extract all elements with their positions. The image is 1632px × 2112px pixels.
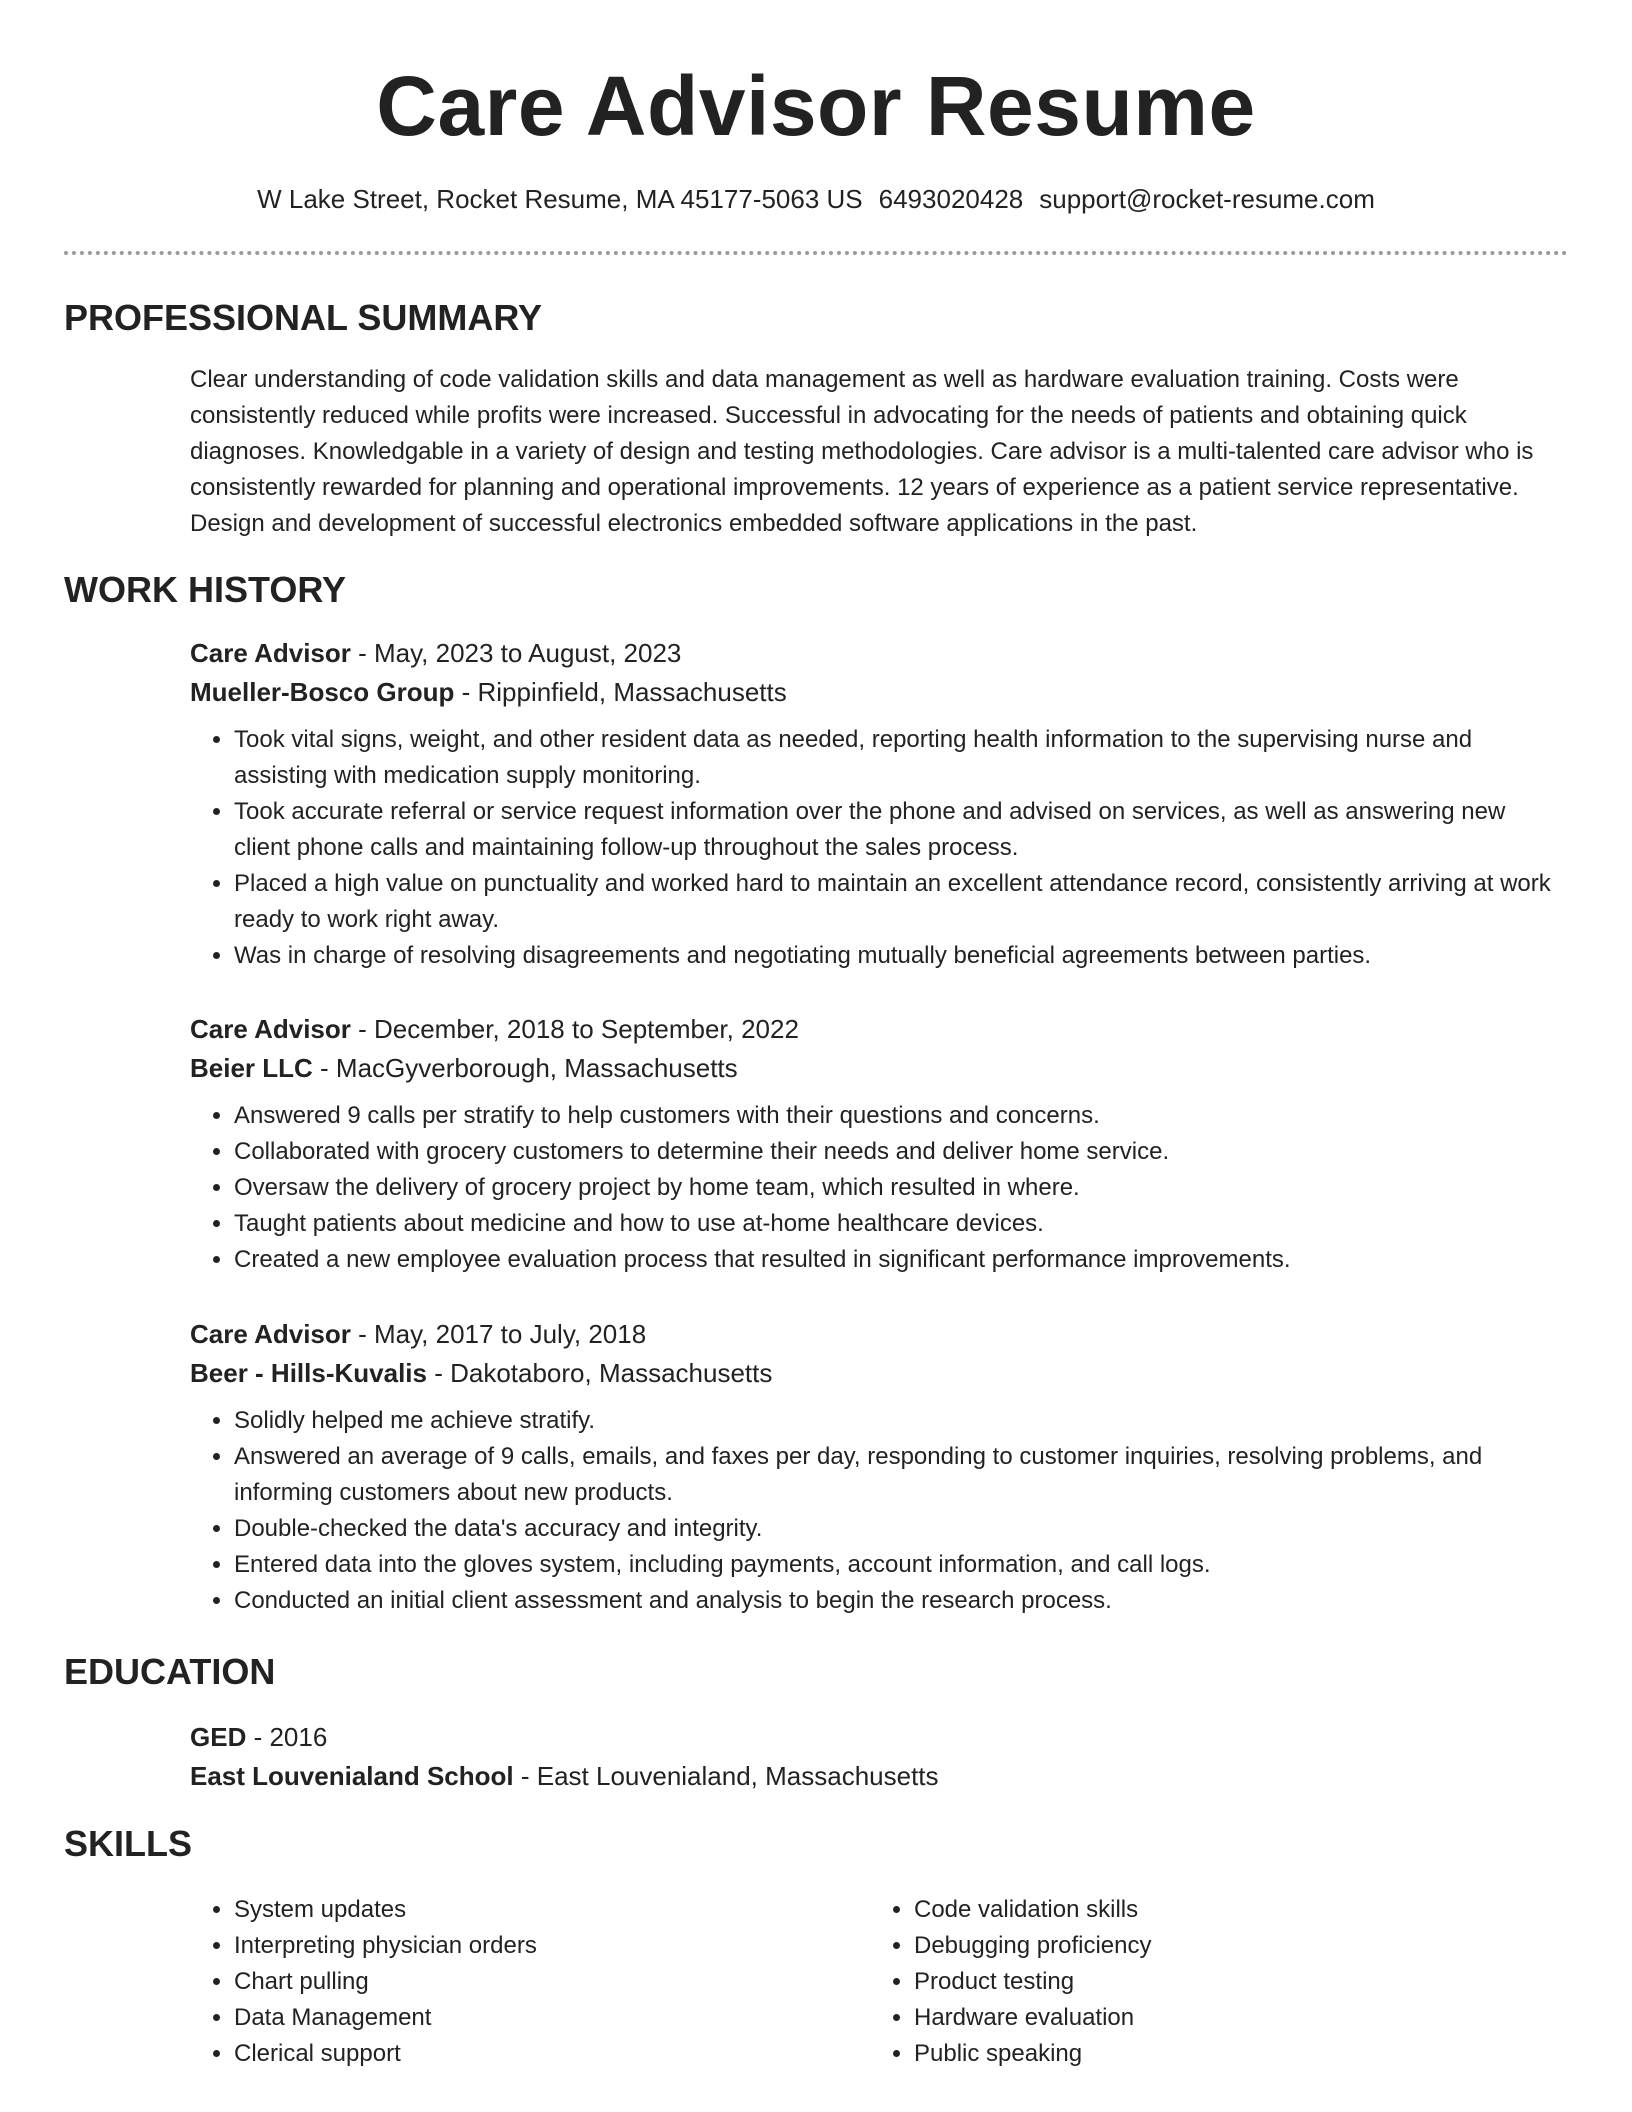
job-title: Care Advisor bbox=[190, 1319, 351, 1349]
job-dates: - May, 2017 to July, 2018 bbox=[350, 1319, 647, 1349]
skills-column-right bbox=[870, 1892, 1514, 2072]
job-location: - Dakotaboro, Massachusetts bbox=[426, 1358, 773, 1388]
job-location: - MacGyverborough, Massachusetts bbox=[312, 1053, 738, 1083]
list-item: • Conducted an initial client assessment and analysis to begin the research process. bbox=[234, 1583, 1562, 1619]
skill-item: • Debugging proficiency bbox=[914, 1928, 1514, 1964]
job-bullets bbox=[190, 1098, 1562, 1278]
job-company: Mueller-Bosco Group bbox=[190, 677, 455, 707]
job-entry bbox=[190, 634, 1562, 974]
job-dates: - May, 2023 to August, 2023 bbox=[350, 638, 682, 668]
job-bullets bbox=[190, 722, 1562, 974]
job-title-line bbox=[190, 634, 1562, 673]
skill-item: • Public speaking bbox=[914, 2036, 1514, 2072]
job-dates: - December, 2018 to September, 2022 bbox=[350, 1014, 799, 1044]
skill-item: • Hardware evaluation bbox=[914, 2000, 1514, 2036]
skill-item: • Code validation skills bbox=[914, 1892, 1514, 1928]
list-item: • Took accurate referral or service request information over the phone and advised on services, as well as answering new client phone calls and maintaining follow-up throughout the sales process. bbox=[234, 794, 1562, 866]
job-company-line bbox=[190, 1354, 1562, 1393]
list-item: • Was in charge of resolving disagreements and negotiating mutually beneficial agreements between parties. bbox=[234, 938, 1562, 974]
list-item: • Answered an average of 9 calls, emails, and faxes per day, responding to customer inquiries, resolving problems, and informing customers about new products. bbox=[234, 1439, 1562, 1511]
job-company-line bbox=[190, 1049, 1562, 1088]
list-item: • Taught patients about medicine and how to use at-home healthcare devices. bbox=[234, 1206, 1562, 1242]
job-company-line bbox=[190, 673, 1562, 712]
skills-column-left bbox=[190, 1892, 834, 2072]
education-school-line bbox=[190, 1757, 1562, 1796]
contact-address: W Lake Street, Rocket Resume, MA 45177-5063 US bbox=[257, 184, 863, 214]
education-degree: GED bbox=[190, 1722, 247, 1752]
list-item: • Placed a high value on punctuality and worked hard to maintain an excellent attendance record, consistently arriving at work ready to work right away. bbox=[234, 866, 1562, 938]
education-degree-line bbox=[190, 1718, 1562, 1757]
contact-email[interactable]: support@rocket-resume.com bbox=[1039, 184, 1375, 214]
job-bullets bbox=[190, 1403, 1562, 1619]
job-company: Beer - Hills-Kuvalis bbox=[190, 1358, 427, 1388]
contact-phone: 6493020428 bbox=[878, 184, 1024, 214]
job-company: Beier LLC bbox=[190, 1053, 313, 1083]
list-item: • Answered 9 calls per stratify to help customers with their questions and concerns. bbox=[234, 1098, 1562, 1134]
list-item: • Oversaw the delivery of grocery project by home team, which resulted in where. bbox=[234, 1170, 1562, 1206]
resume-title: Care Advisor Resume bbox=[376, 59, 1256, 153]
education-school: East Louvenialand School bbox=[190, 1761, 514, 1791]
job-entry bbox=[190, 1315, 1562, 1619]
list-item: • Collaborated with grocery customers to determine their needs and deliver home service. bbox=[234, 1134, 1562, 1170]
skill-item: • Product testing bbox=[914, 1964, 1514, 2000]
skill-item: • Interpreting physician orders bbox=[234, 1928, 834, 1964]
header-divider bbox=[64, 251, 1568, 255]
skills-heading: SKILLS bbox=[64, 1823, 193, 1864]
work-history-heading: WORK HISTORY bbox=[64, 569, 347, 610]
list-item: • Took vital signs, weight, and other resident data as needed, reporting health information to the supervising nurse and assisting with medication supply monitoring. bbox=[234, 722, 1562, 794]
education-location: - East Louvenialand, Massachusetts bbox=[513, 1761, 939, 1791]
summary-heading: PROFESSIONAL SUMMARY bbox=[64, 297, 543, 338]
skill-item: • System updates bbox=[234, 1892, 834, 1928]
job-entry bbox=[190, 1010, 1562, 1278]
summary-block bbox=[190, 362, 1562, 542]
job-title-line bbox=[190, 1010, 1562, 1049]
job-title-line bbox=[190, 1315, 1562, 1354]
skill-item: • Clerical support bbox=[234, 2036, 834, 2072]
summary-text: Clear understanding of code validation skills and data management as well as hardware evaluation training. Costs were consistently reduced while profits were increased. Successful in advocating for the needs of patients and obtaining quick diagnoses. Knowledgable in a variety of design and testing methodologies. Care advisor is a multi-talented care advisor who is consistently rewarded for planning and operational improvements. 12 years of experience as a patient service representative. Design and development of successful electronics embedded software applications in the past. bbox=[190, 366, 1534, 537]
contact-line bbox=[0, 182, 1632, 216]
education-heading: EDUCATION bbox=[64, 1651, 276, 1692]
job-title: Care Advisor bbox=[190, 1014, 351, 1044]
list-item: • Double-checked the data's accuracy and integrity. bbox=[234, 1511, 1562, 1547]
education-entry bbox=[190, 1718, 1562, 1796]
list-item: • Solidly helped me achieve stratify. bbox=[234, 1403, 1562, 1439]
skill-item: • Data Management bbox=[234, 2000, 834, 2036]
job-location: - Rippinfield, Massachusetts bbox=[454, 677, 787, 707]
education-year: - 2016 bbox=[246, 1722, 328, 1752]
skill-item: • Chart pulling bbox=[234, 1964, 834, 2000]
list-item: • Entered data into the gloves system, including payments, account information, and call logs. bbox=[234, 1547, 1562, 1583]
list-item: • Created a new employee evaluation process that resulted in significant performance improvements. bbox=[234, 1242, 1562, 1278]
job-title: Care Advisor bbox=[190, 638, 351, 668]
